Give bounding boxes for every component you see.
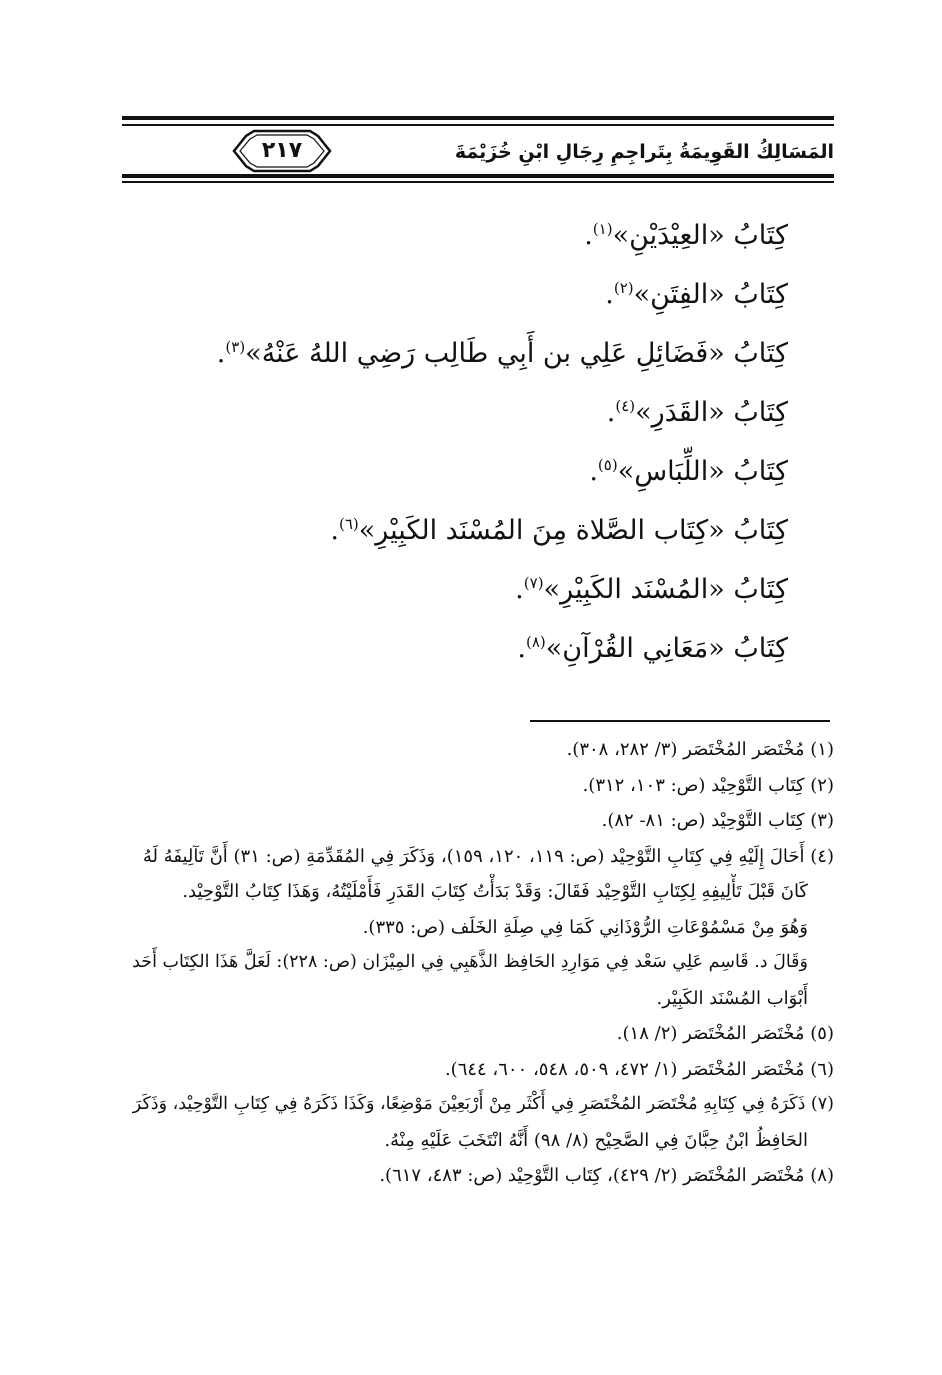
- footnote-line: (٦) مُخْتَصَر المُخْتَصَر (١/ ٤٧٢، ٥٠٩، ٥٤٨، ٦٠٠، ٦٤٤).: [444, 1058, 834, 1080]
- footnote: [114, 732, 834, 768]
- book-title: «القَدَرِ»: [635, 397, 725, 428]
- header-rule-top-thin: [122, 124, 834, 126]
- footnote-line: الحَافِظُ ابْنُ حِبَّانَ فِي الصَّحِيْح (٨/ ٩٨) أَنَّهُ انْتَخَبَ عَلَيْهِ مِنْهُ.: [384, 1129, 808, 1151]
- footnote-line: أَبْوَاب المُسْنَد الكَبِيْر.: [656, 987, 808, 1009]
- book-item: [148, 495, 788, 554]
- book-title: «فَضَائِلِ عَلِي بن أَبِي طَالِب رَضِي اللهُ عَنْهُ»: [245, 338, 725, 369]
- footnote-reference: (١): [592, 220, 613, 238]
- footnote-separator: [530, 720, 830, 722]
- book-item: [148, 318, 788, 377]
- footnote-reference: (٦): [338, 515, 359, 533]
- book-end-punctuation: .: [330, 515, 339, 546]
- footnote: [114, 839, 834, 1017]
- book-title: «كِتَاب الصَّلاة مِنَ المُسْنَد الكَبِيْرِ»: [358, 515, 725, 546]
- footnote-reference: (٨): [526, 633, 546, 651]
- header-rule-bottom-thin: [122, 181, 834, 183]
- book-end-punctuation: .: [605, 279, 614, 310]
- footnote-line: (٤) أَحَالَ إِلَيْهِ فِي كِتَابِ التَّوْحِيْد (ص: ١١٩، ١٢٠، ١٥٩)، وَذَكَرَ فِي المُقَدِّمَةِ (ص: ٣١) أَنَّ تَآلِيفَهُ لَهُ: [142, 845, 834, 867]
- footnote-line: (٧) ذَكَرَهُ فِي كِتَابِهِ مُخْتَصَر المُخْتَصَرِ فِي أَكْثَر مِنْ أَرْبَعِيْنَ مَوْضِعًا، وَكَذَا ذَكَرَهُ فِي كِتَابِ التَّوْحِيْد، وَذَكَرَ: [132, 1094, 834, 1114]
- book-prefix: كِتَابُ: [733, 574, 788, 605]
- book-prefix: كِتَابُ: [733, 397, 788, 428]
- footnote-reference: (٣): [225, 338, 246, 356]
- book-item: [148, 259, 788, 318]
- book-title: «الفِتَنِ»: [633, 279, 725, 310]
- book-item: [148, 377, 788, 436]
- book-prefix: كِتَابُ: [733, 515, 788, 546]
- footnote-line: (٢) كِتَاب التَّوْحِيْد (ص: ١٠٣، ٣١٢).: [582, 774, 834, 796]
- footnote: [114, 1016, 834, 1052]
- page-number: ٢١٧: [261, 138, 303, 163]
- footnote: [114, 1087, 834, 1158]
- book-title: «اللِّبَاسِ»: [617, 456, 725, 487]
- book-prefix: كِتَابُ: [733, 338, 788, 369]
- book-prefix: كِتَابُ: [733, 220, 788, 251]
- book-item: [148, 436, 788, 495]
- footnote: [114, 768, 834, 804]
- book-end-punctuation: .: [584, 220, 593, 251]
- book-prefix: كِتَابُ: [733, 633, 788, 664]
- book-list: [148, 200, 788, 672]
- book-prefix: كِتَابُ: [733, 456, 788, 487]
- footnote-line: (٨) مُخْتَصَر المُخْتَصَر (٢/ ٤٢٩)، كِتَاب التَّوْحِيْد (ص: ٤٨٣، ٦١٧).: [379, 1165, 834, 1186]
- book-title: «مَعَانِي القُرْآنِ»: [545, 633, 725, 664]
- book-end-punctuation: .: [216, 338, 226, 369]
- footnote-line: (١) مُخْتَصَر المُخْتَصَر (٣/ ٢٨٢، ٣٠٨).: [566, 739, 834, 760]
- footnote-reference: (٢): [613, 279, 634, 297]
- book-item: [148, 613, 788, 672]
- footnote-reference: (٧): [523, 574, 544, 592]
- book-item: [148, 554, 788, 613]
- footnotes: [114, 732, 834, 1194]
- footnote: [114, 1052, 834, 1088]
- footnote-line: وَهُوَ مِنْ مَسْمُوْعَاتِ الرُّوْذَانِي كَمَا فِي صِلَةِ الخَلَف (ص: ٣٣٥).: [362, 916, 808, 938]
- footnote-line: وَقَالَ د. قَاسِم عَلِي سَعْد فِي مَوَارِدِ الحَافِظ الذَّهَبِي فِي المِيْزَان (ص: ٢٢٨): لَعَلَّ هَذَا الكِتَاب أَحَد: [132, 952, 808, 972]
- footnote-line: (٥) مُخْتَصَر المُخْتَصَر (٢/ ١٨).: [616, 1023, 834, 1044]
- book-end-punctuation: .: [606, 397, 616, 428]
- header-rule-bottom-thick: [122, 174, 834, 178]
- page-number-frame: [232, 128, 332, 174]
- footnote: [114, 803, 834, 839]
- book-title: «المُسْنَد الكَبِيْرِ»: [543, 574, 725, 605]
- header-rule-top-thick: [122, 116, 834, 120]
- footnote: [114, 1158, 834, 1194]
- running-title: المَسَالِكُ القَوِيمَةُ بِتَراجِمِ رِجَالِ ابْنِ خُزَيْمَةَ: [454, 141, 834, 163]
- book-item: [148, 200, 788, 259]
- footnote-line: (٣) كِتَاب التَّوْحِيْد (ص: ٨١- ٨٢).: [601, 810, 834, 831]
- footnote-reference: (٥): [597, 456, 618, 474]
- footnote-line: كَانَ قَبْلَ تَأْلِيفِهِ لِكِتَابِ التَّوْحِيْد فَقَالَ: وَقَدْ بَدَأْتُ كِتَابَ القَدَرِ فَأَمْلَيْتُهُ، وَهَذَا كِتَابُ التَّوْحِيْد.: [182, 881, 808, 902]
- footnote-reference: (٤): [615, 397, 636, 415]
- book-end-punctuation: .: [517, 633, 526, 664]
- book-title: «العِيْدَيْنِ»: [612, 220, 725, 251]
- book-prefix: كِتَابُ: [733, 279, 788, 310]
- book-end-punctuation: .: [515, 574, 524, 605]
- book-end-punctuation: .: [589, 456, 598, 487]
